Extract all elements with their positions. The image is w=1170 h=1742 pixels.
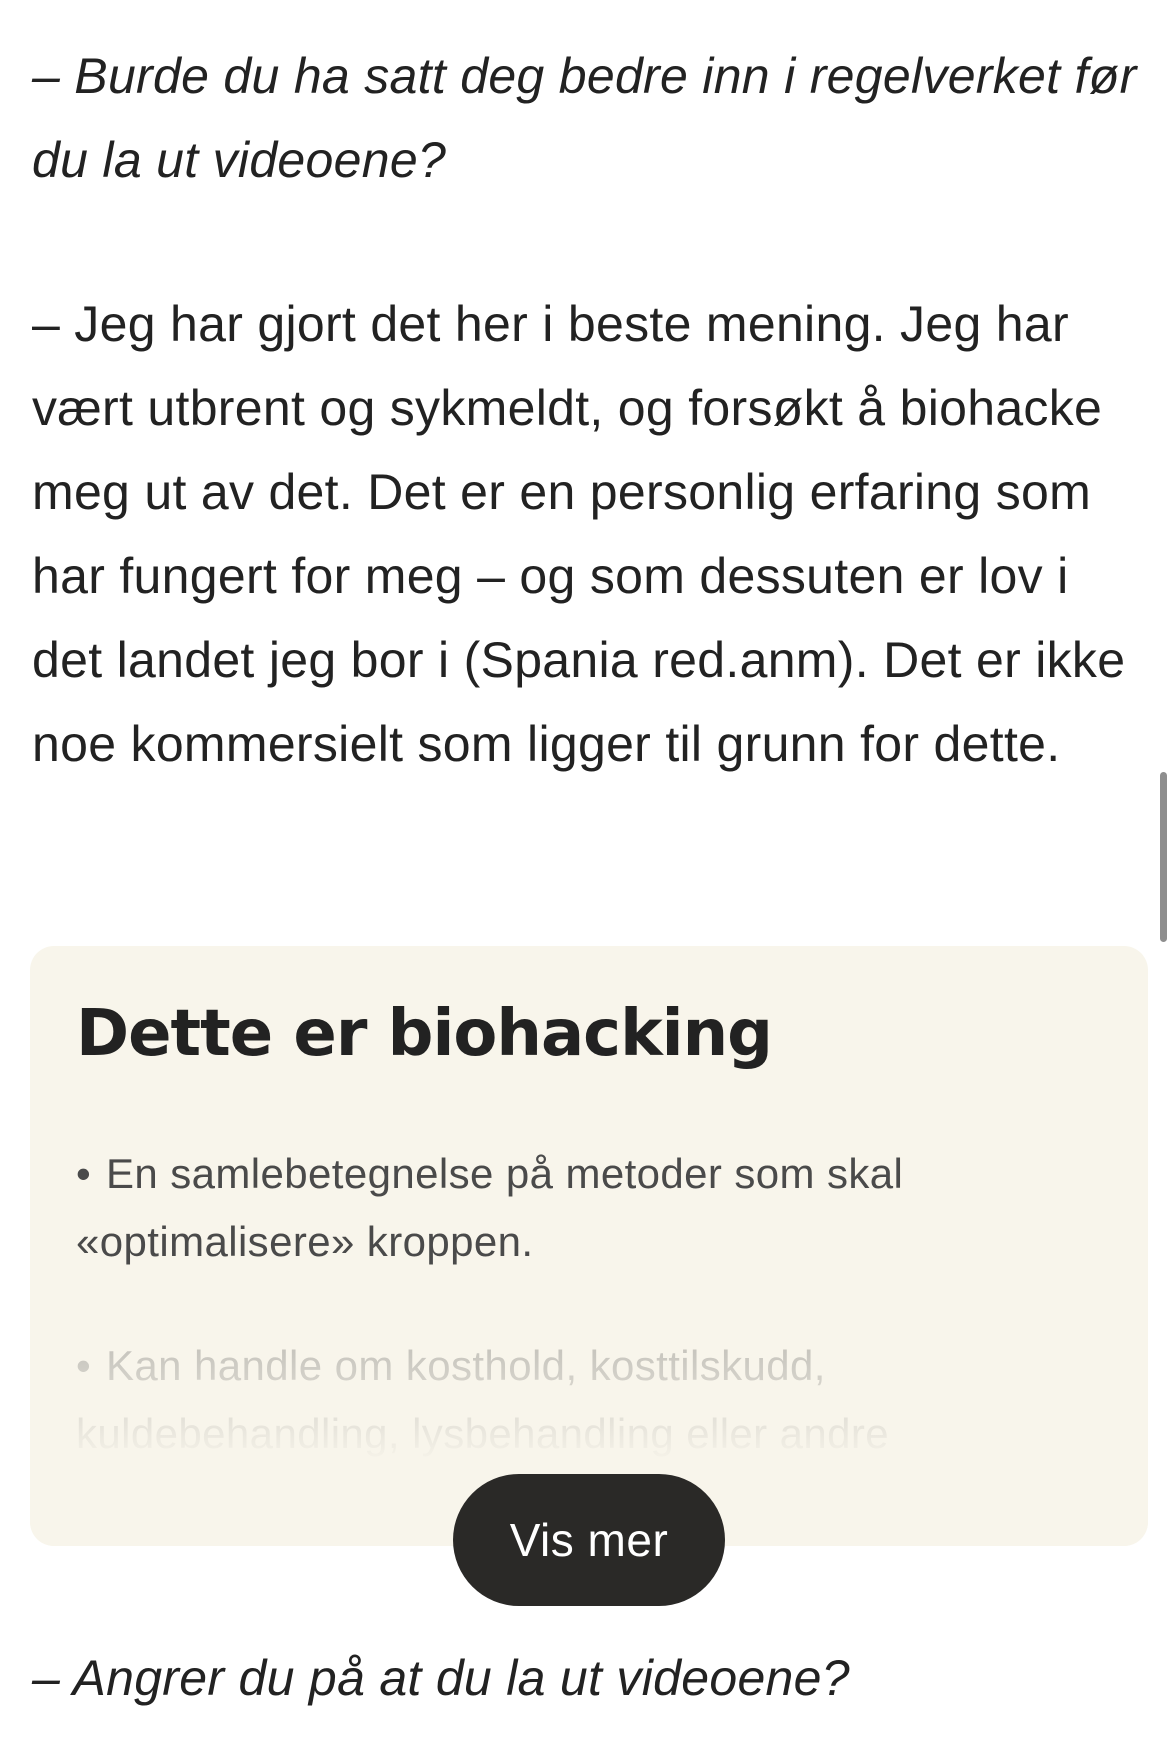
fact-box-item bbox=[76, 1140, 1096, 1276]
interview-question-1: – Burde du ha satt deg bedre inn i regelverket før du la ut videoene? bbox=[32, 48, 1137, 188]
interview-answer-1: – Jeg har gjort det her i beste mening. Jeg har vært utbrent og sykmeldt, og forsøkt å biohacke meg ut av det. Det er en personlig erfaring som har fungert for meg – og som dessuten er lov i det landet jeg bor i (Spania red.anm). Det er ikke noe kommersielt som ligger til grunn for dette. bbox=[32, 296, 1126, 772]
fact-box bbox=[30, 946, 1148, 1546]
scrollbar-thumb[interactable] bbox=[1160, 772, 1167, 942]
interview-question-2: – Angrer du på at du la ut videoene? bbox=[32, 1650, 850, 1706]
fact-box-item-text: En samlebetegnelse på metoder som skal «optimalisere» kroppen. bbox=[76, 1150, 904, 1265]
show-more-button[interactable]: Vis mer bbox=[453, 1474, 725, 1606]
bullet-icon: • bbox=[76, 1150, 92, 1197]
fact-box-title: Dette er biohacking bbox=[76, 997, 772, 1071]
